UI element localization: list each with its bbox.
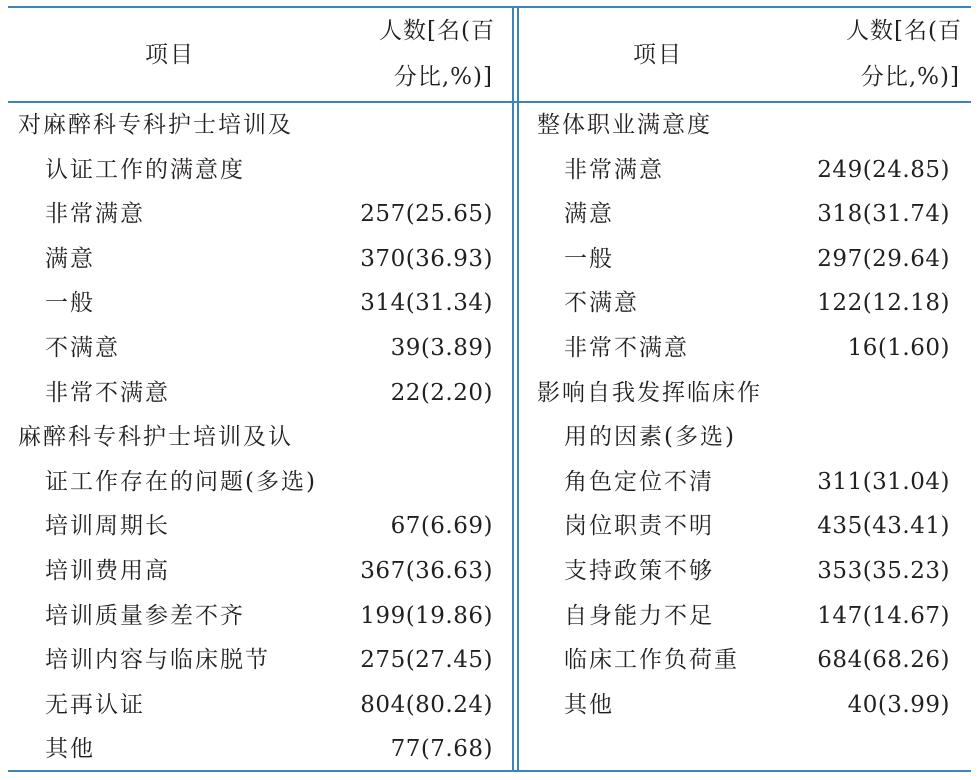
- row-value: 67(6.69): [390, 513, 493, 540]
- table-row: [537, 326, 950, 371]
- row-value: 370(36.93): [360, 245, 493, 272]
- row-label: 满意: [564, 201, 614, 228]
- row-value: 147(14.67): [817, 602, 950, 629]
- table-row: [537, 148, 950, 193]
- table-row: [18, 237, 493, 282]
- table-row: [18, 638, 493, 683]
- table-row: [537, 103, 950, 148]
- row-label: 一般: [45, 290, 95, 317]
- row-label: 培训费用高: [45, 557, 170, 584]
- table-row: [18, 460, 493, 505]
- right-header-item: 项目: [633, 42, 683, 68]
- table-row: [537, 549, 950, 594]
- table-row: [18, 148, 493, 193]
- row-value: 40(3.99): [847, 691, 950, 718]
- table-row: [537, 504, 950, 549]
- row-label: 非常不满意: [45, 379, 170, 406]
- row-value: 257(25.65): [360, 201, 493, 228]
- table-row: [537, 237, 950, 282]
- row-value: 77(7.68): [390, 736, 493, 763]
- row-label: 满意: [45, 245, 95, 272]
- row-label: 对麻醉科专科护士培训及: [18, 112, 293, 138]
- row-label: 培训内容与临床脱节: [45, 647, 270, 674]
- row-label: 非常满意: [45, 201, 145, 228]
- row-label: 培训质量参差不齐: [45, 602, 245, 629]
- table-row: [18, 281, 493, 326]
- right-header-count-line1: 人数[名(百: [846, 18, 962, 44]
- left-header-item: 项目: [145, 42, 195, 68]
- row-label: 培训周期长: [45, 513, 170, 540]
- row-label: 其他: [45, 736, 95, 763]
- table-row: [18, 103, 493, 148]
- table-row: [537, 192, 950, 237]
- row-value: 275(27.45): [360, 647, 493, 674]
- left-header-count-line1: 人数[名(百: [379, 18, 495, 44]
- table-row: [18, 371, 493, 416]
- row-value: 314(31.34): [360, 290, 493, 317]
- right-header-count-line2: 分比,%)]: [860, 64, 960, 90]
- row-value: 804(80.24): [360, 691, 493, 718]
- row-value: 16(1.60): [847, 334, 950, 361]
- column-divider-right: [517, 6, 519, 772]
- row-value: 318(31.74): [817, 201, 950, 228]
- row-label: 角色定位不清: [564, 468, 714, 495]
- row-label: 用的因素(多选): [564, 424, 736, 451]
- table-row: [537, 415, 950, 460]
- row-label: 无再认证: [45, 691, 145, 718]
- table-row: [537, 638, 950, 683]
- row-value: 311(31.04): [817, 468, 950, 495]
- row-value: 39(3.89): [390, 334, 493, 361]
- table-row: [18, 504, 493, 549]
- table-row: [537, 281, 950, 326]
- row-value: 684(68.26): [817, 647, 950, 674]
- row-label: 其他: [564, 691, 614, 718]
- row-value: 297(29.64): [817, 245, 950, 272]
- row-value: 199(19.86): [360, 602, 493, 629]
- row-label: 不满意: [45, 334, 120, 361]
- table-row: [537, 683, 950, 728]
- table-row: [537, 460, 950, 505]
- row-value: 367(36.63): [360, 557, 493, 584]
- row-value: 353(35.23): [817, 557, 950, 584]
- table-row: [18, 549, 493, 594]
- row-value: 122(12.18): [817, 290, 950, 317]
- row-label: 非常不满意: [564, 334, 689, 361]
- row-label: 临床工作负荷重: [564, 647, 739, 674]
- row-value: 435(43.41): [817, 513, 950, 540]
- row-value: 249(24.85): [817, 156, 950, 183]
- row-label: 岗位职责不明: [564, 513, 714, 540]
- row-label: 认证工作的满意度: [45, 156, 245, 183]
- row-label: 支持政策不够: [564, 557, 714, 584]
- row-label: 一般: [564, 245, 614, 272]
- row-label: 非常满意: [564, 156, 664, 183]
- left-header-count-line2: 分比,%)]: [393, 64, 493, 90]
- table-row: [18, 415, 493, 460]
- row-label: 证工作存在的问题(多选): [45, 468, 317, 495]
- table-row: [18, 326, 493, 371]
- row-value: 22(2.20): [390, 379, 493, 406]
- table-row: [537, 371, 950, 416]
- right-table-column: [537, 103, 950, 727]
- row-label: 自身能力不足: [564, 602, 714, 629]
- row-label: 影响自我发挥临床作: [537, 379, 762, 406]
- table-row: [18, 594, 493, 639]
- table-row: [18, 727, 493, 772]
- row-label: 麻醉科专科护士培训及认: [18, 424, 293, 451]
- table-row: [18, 192, 493, 237]
- table-row: [18, 683, 493, 728]
- left-table-column: [18, 103, 493, 772]
- row-label: 不满意: [564, 290, 639, 317]
- table-top-rule: [8, 6, 971, 8]
- row-label: 整体职业满意度: [537, 112, 712, 138]
- table-row: [537, 594, 950, 639]
- column-divider-left: [512, 6, 514, 772]
